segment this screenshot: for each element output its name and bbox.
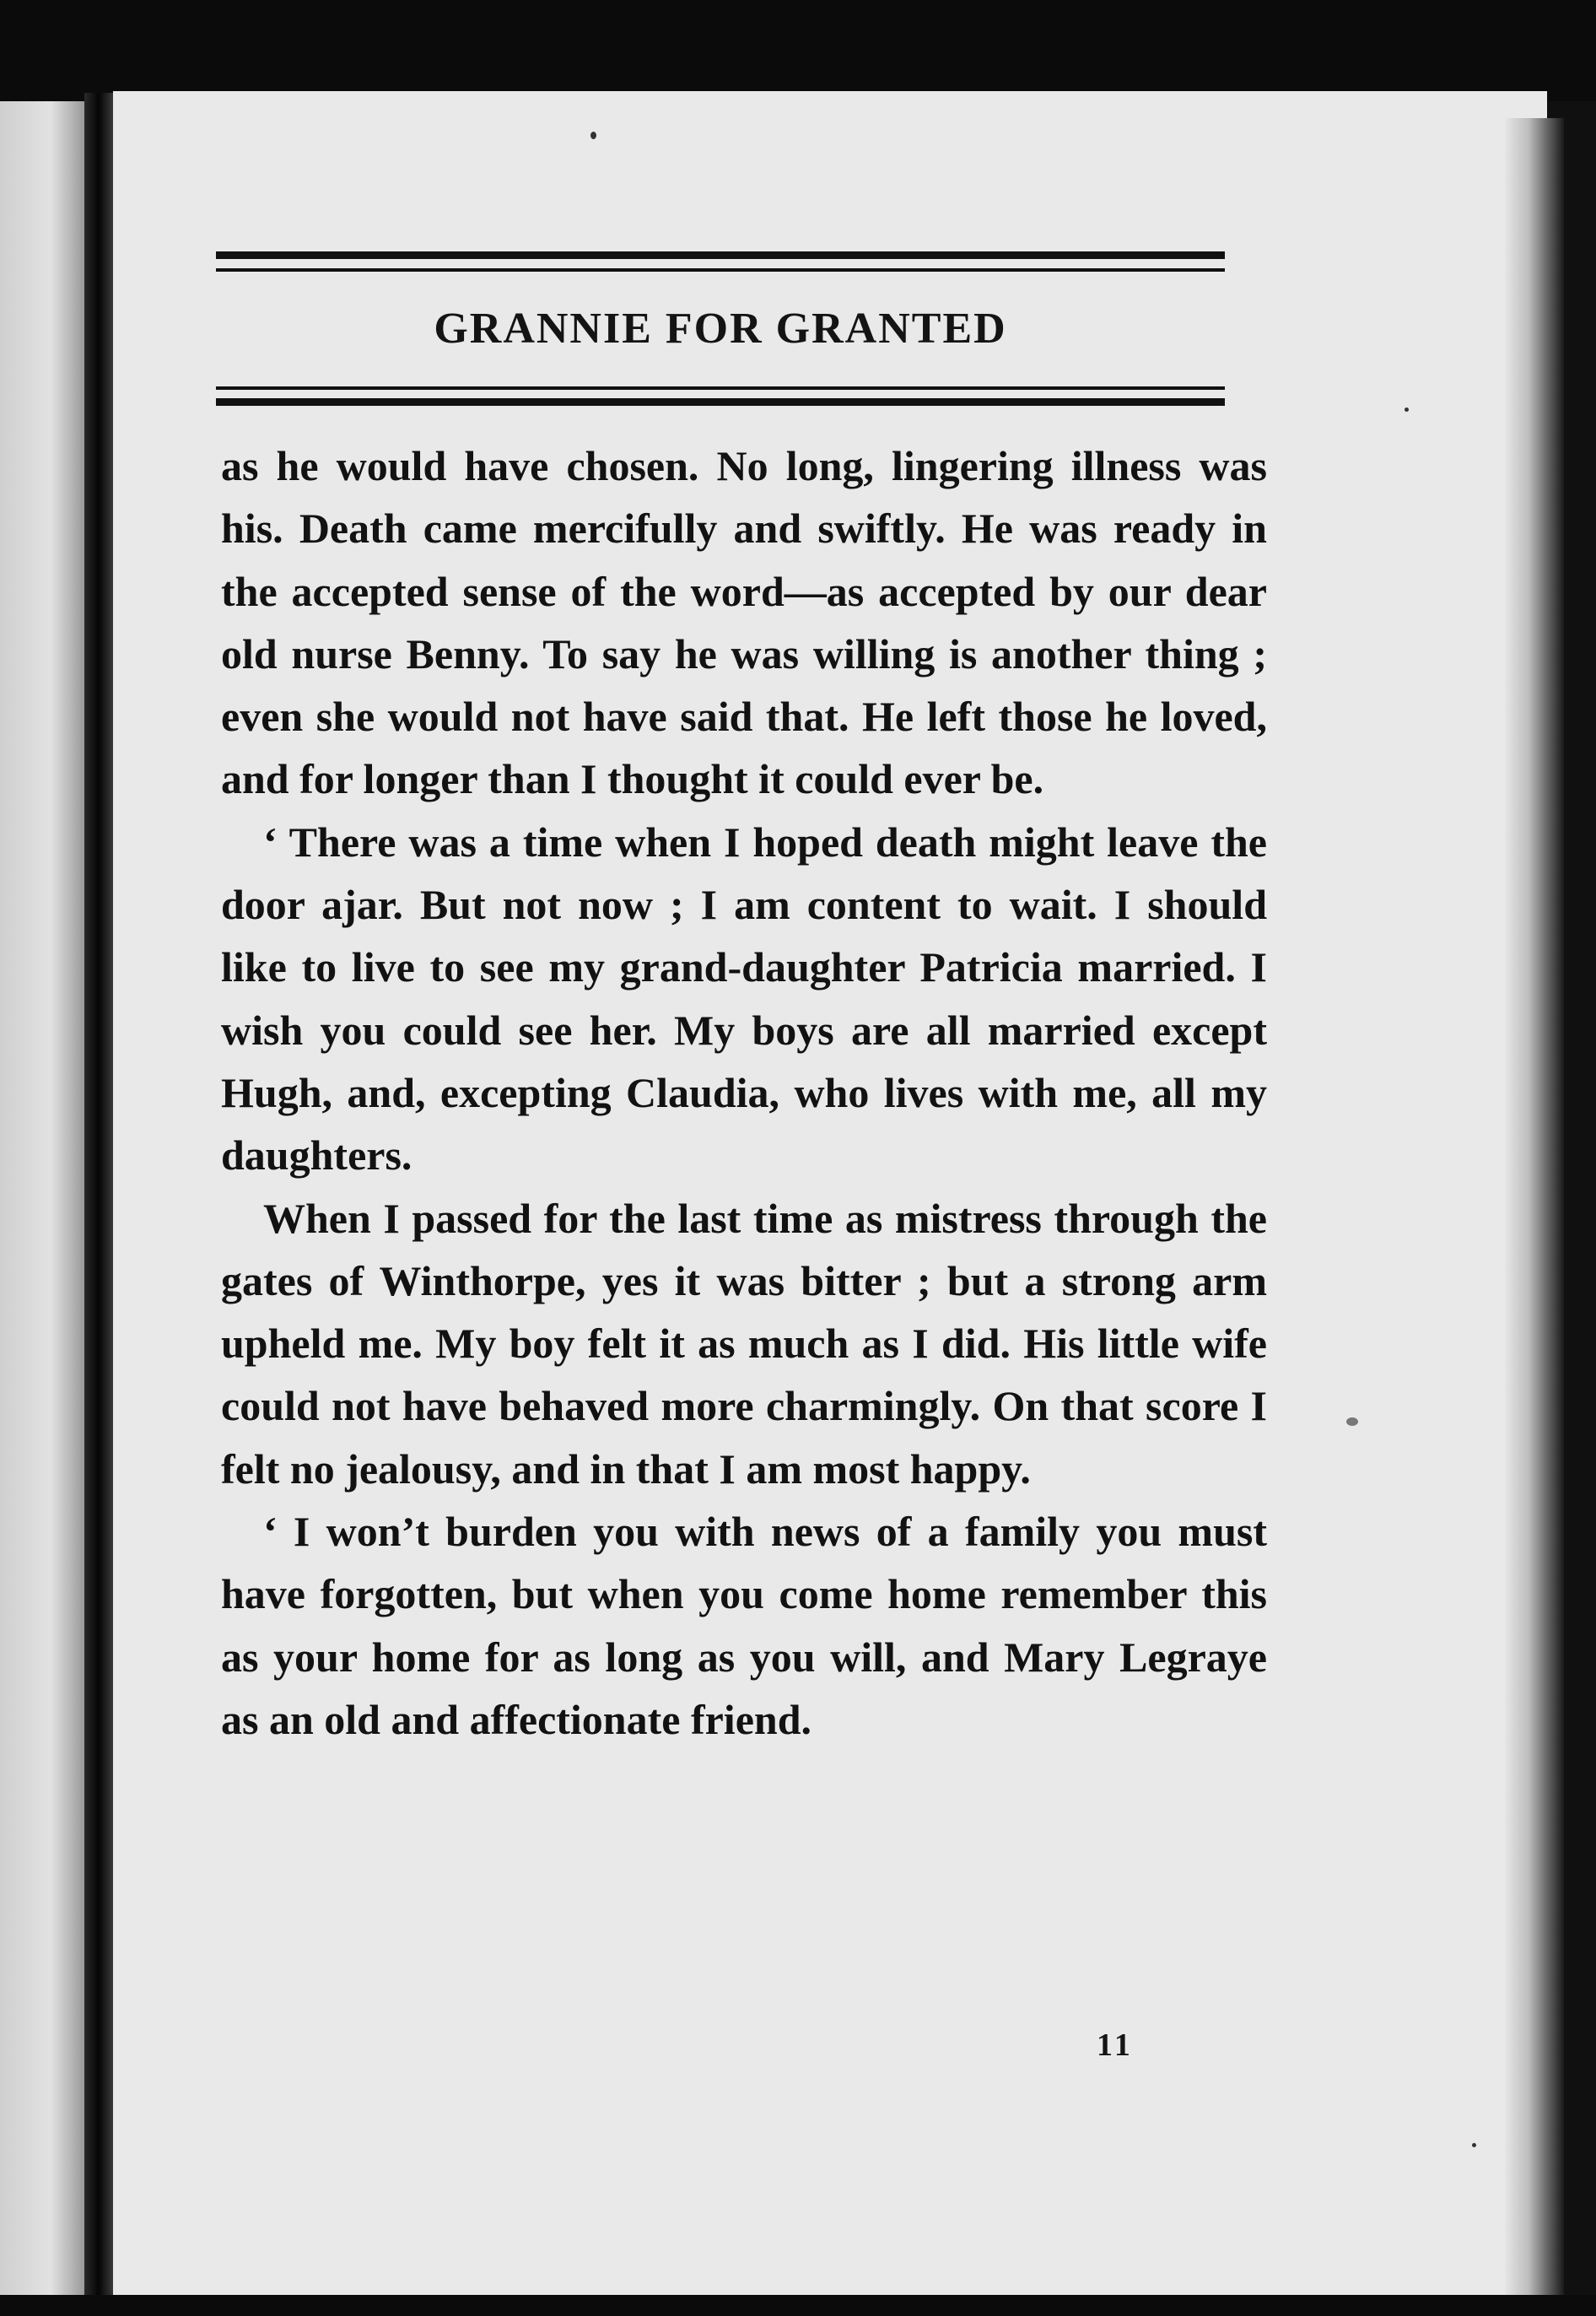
paragraph-3: When I passed for the last time as mistress through the gates of Winthorpe, yes it was bitter ; but a strong arm upheld me. My boy felt it as much as I did. His little wife could not have behaved more charmingly. On that score I felt no jealousy, and in that I am most happy. xyxy=(221,1194,1267,1493)
scan-speck xyxy=(1472,2143,1476,2147)
paragraph-4: ‘ I won’t burden you with news of a family you must have forgotten, but when you come home remember this as your home for as long as you will, and Mary Legraye as an old and affectionate friend. xyxy=(221,1508,1267,1743)
page-right-edge-shadow xyxy=(1505,118,1564,2295)
running-head: GRANNIE FOR GRANTED xyxy=(434,305,1007,353)
page-number: 11 xyxy=(1097,2027,1134,2063)
scan-background-top xyxy=(0,0,1596,101)
scan-background-bottom xyxy=(0,2295,1596,2316)
scan-speck xyxy=(1405,408,1409,412)
header-rule-top-thick xyxy=(216,251,1225,259)
header-rule-bottom-thin xyxy=(216,386,1225,390)
scan-speck xyxy=(590,132,596,139)
book-gutter xyxy=(84,93,113,2303)
paragraph-1: as he would have chosen. No long, lingering illness was his. Death came mercifully and swiftly. He was ready in the accepted sense of the word—as accepted by our dear old nurse Benny. To say he was willing is another thing ; even she would not have said that. He left those he loved, and for longer than I thought it could ever be. xyxy=(221,442,1267,803)
facing-page-edge xyxy=(0,101,84,2295)
paragraph-2: ‘ There was a time when I hoped death might leave the door ajar. But not now ; I am content to wait. I should like to live to see my grand-daughter Patricia married. I wish you could see her. My boys are all married except Hugh, and, excepting Claudia, who lives with me, all my daughters. xyxy=(221,818,1267,1180)
header-rule-bottom-thick xyxy=(216,398,1225,406)
header-rule-top-thin xyxy=(216,268,1225,272)
scan-speck xyxy=(1346,1417,1358,1426)
body-text xyxy=(221,435,1267,1751)
